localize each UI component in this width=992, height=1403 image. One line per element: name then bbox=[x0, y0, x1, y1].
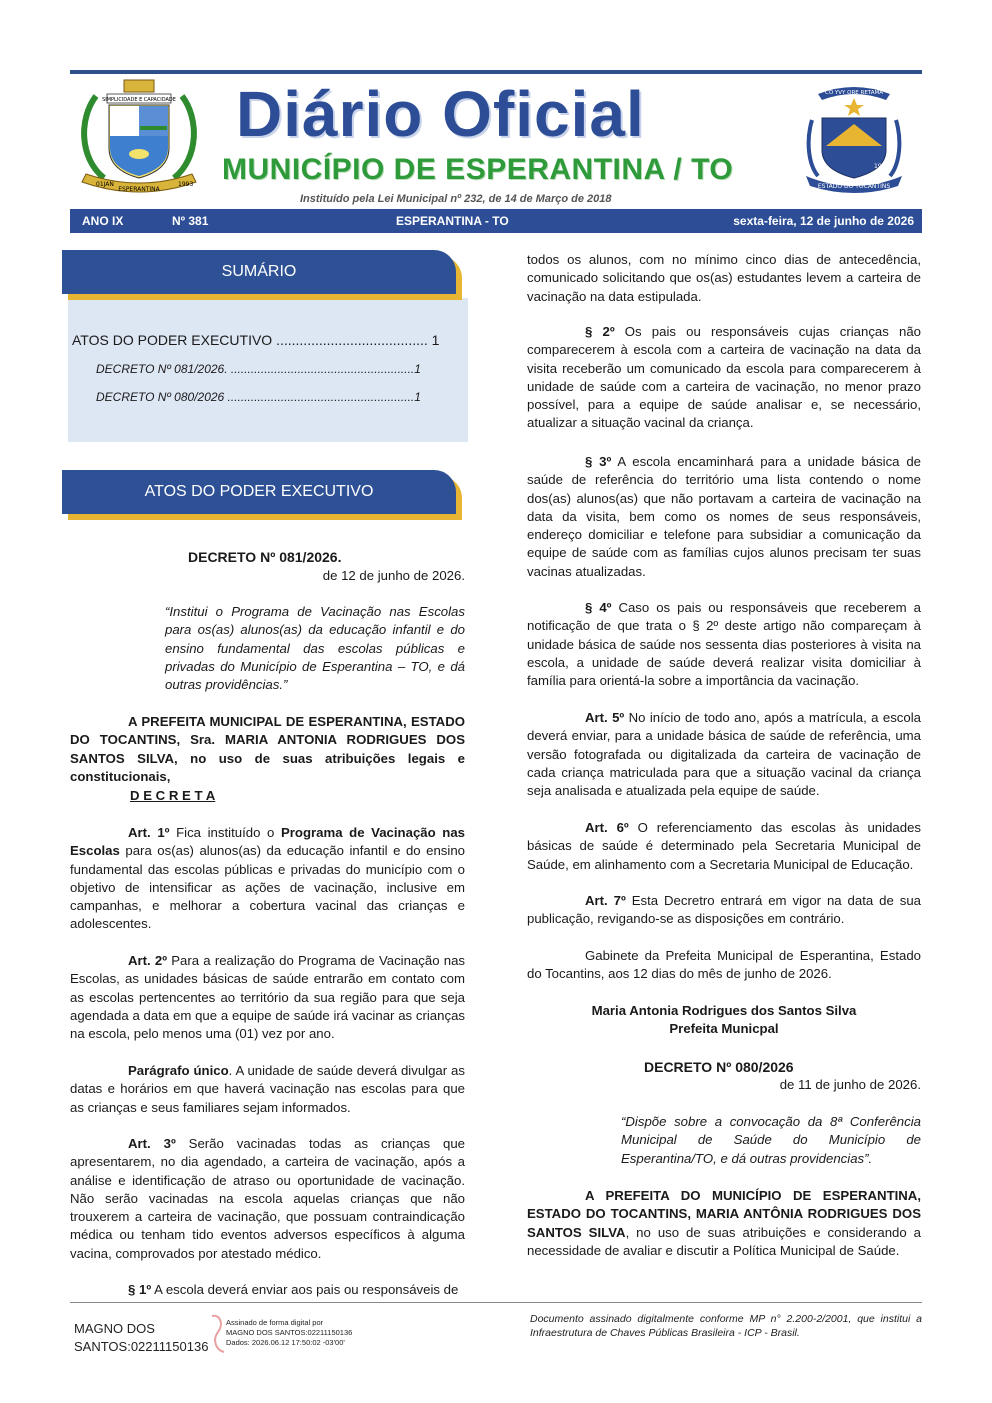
digital-signature-details: Assinado de forma digital por MAGNO DOS SANTOS:02211150136 Dados: 2026.06.12 17:50:02 -03'00' bbox=[226, 1318, 353, 1347]
edition-location: ESPERANTINA - TO bbox=[396, 214, 509, 228]
decreto-081-ementa: “Institui o Programa de Vacinação nas Escolas para os(as) alunos(as) da educação infantil e do ensino fundamental das escolas públicas e privadas do Município de Esperantina – TO, e dá outras providências.” bbox=[165, 604, 465, 693]
decreto-081-date: de 12 de junho de 2026. bbox=[322, 568, 465, 583]
decreto-081-art2: Art. 2º Para a realização do Programa de Vacinação nas Escolas, as unidades básicas de saúde entrarão em contato com as escolas pertencentes ao território da sua região para que seja agendada a data em que a equipe de saúde irá vacinar as crianças na escola, pelo menos uma (01) vez por ano. bbox=[70, 953, 466, 1042]
header-top-rule bbox=[70, 70, 922, 74]
edition-number: Nº 381 bbox=[172, 214, 209, 228]
gazette-subtitle: MUNICÍPIO DE ESPERANTINA / TO bbox=[222, 153, 734, 186]
gazette-title: Diário Oficial bbox=[236, 78, 645, 150]
municipal-crest-logo bbox=[74, 78, 204, 200]
summary-heading: SUMÁRIO bbox=[62, 250, 456, 294]
svg-text:CO YVY ORE RETAMA: CO YVY ORE RETAMA bbox=[824, 90, 884, 96]
decreto-081-par1-continued: todos os alunos, com no mínimo cinco dias de antecedência, comunicado solicitando que os(as) estudantes levem a carteira de vacinação na data estipulada. bbox=[527, 252, 921, 304]
decreto-081-title: DECRETO Nº 081/2026. bbox=[188, 549, 342, 565]
svg-text:01JAN: 01JAN bbox=[96, 181, 114, 188]
state-crest-logo bbox=[798, 80, 910, 196]
decreto-081-art7: Art. 7º Esta Decretro entrará em vigor na data de sua publicação, revigando-se as disposições em contrário. bbox=[527, 893, 922, 927]
gazette-law-note: Instituído pela Lei Municipal nº 232, de 14 de Março de 2018 bbox=[300, 193, 612, 205]
decreto-081-par4: § 4º Caso os pais ou responsáveis que receberem a notificação de que trata o § 2º deste artigo não compareçam à unidade básica de saúde nos sessenta dias posteriores à visita na escola, a unidade de saúde deverá realizar visita domiciliar à família para orientá-la sobre a importância da vacinação. bbox=[527, 600, 921, 689]
edition-year: ANO IX bbox=[82, 214, 124, 228]
svg-text:ESPERANTINA: ESPERANTINA bbox=[118, 186, 160, 193]
decreto-081-art1: Art. 1º Fica instituído o Programa de Vacinação nas Escolas para os(as) alunos(as) da educação infantil e do ensino fundamental das escolas públicas e privadas do município com o objetivo de intensificar as ações de vacinação, inclusive em campanhas, e melhorar a cobertura vacinal das crianças e adolescentes. bbox=[70, 825, 466, 932]
info-bar bbox=[70, 209, 922, 233]
summary-entry-decreto-080[interactable]: DECRETO Nº 080/2026 ........................................................1 bbox=[96, 390, 421, 404]
decreto-081-art3: Art. 3º Serão vacinadas todas as crianças que apresentarem, no dia agendado, a carteira de vacinação, após a análise e identificação de atraso ou oportunidade de vacinação. Não serão vacinadas na escola aquelas crianças que não trouxerem a carteira de vacinação, que possuam contraindicação médica ou tenham tido eventos adversos específicos à alguma vacina, comprovados por atestado médico. bbox=[70, 1136, 465, 1261]
decreto-080-ementa: “Dispõe sobre a convocação da 8ª Conferência Municipal de Saúde do Município de Esperantina/TO, e dá outras providencias”. bbox=[621, 1114, 921, 1166]
decreto-080-date: de 11 de junho de 2026. bbox=[779, 1077, 921, 1092]
decreto-081-signatory-name: Maria Antonia Rodrigues dos Santos Silva bbox=[591, 1003, 857, 1018]
section-heading-atos: ATOS DO PODER EXECUTIVO bbox=[62, 470, 456, 514]
digital-signature-name: MAGNO DOS SANTOS:02211150136 bbox=[74, 1321, 209, 1354]
summary-main-entry[interactable]: ATOS DO PODER EXECUTIVO ....................................... 1 bbox=[72, 332, 440, 348]
decreto-081-par1-start: § 1º A escola deverá enviar aos pais ou responsáveis de bbox=[128, 1282, 459, 1297]
decreto-080-preamble: A PREFEITA DO MUNICÍPIO DE ESPERANTINA, ESTADO DO TOCANTINS, MARIA ANTÔNIA RODRIGUES DOS SANTOS SILVA, no uso de suas atribuições e considerando a necessidade de avaliar e discutir a Política Municipal de Saúde. bbox=[527, 1188, 921, 1258]
footer-icp-note: Documento assinado digitalmente conforme MP n° 2.200-2/2001, que institui a Infraestrutura de Chaves Públicas Brasileira - ICP - Brasil. bbox=[530, 1313, 922, 1339]
summary-entry-decreto-081[interactable]: DECRETO Nº 081/2026. .......................................................1 bbox=[96, 362, 421, 376]
decreto-081-art6: Art. 6º O referenciamento das escolas às unidades básicas de saúde é determinado pela Secretaria Municipal de Saúde, em alinhamento com a Secretaria Municipal de Educação. bbox=[527, 820, 922, 872]
decreto-081-paragrafo-unico: Parágrafo único. A unidade de saúde deverá divulgar as datas e horários em que haverá vacinação nas escolas para que as crianças e seus familiares sejam informados. bbox=[70, 1063, 465, 1115]
svg-text:1989: 1989 bbox=[874, 163, 890, 170]
decreto-081-par3: § 3º A escola encaminhará para a unidade básica de saúde de referência do território uma lista contendo o nome dos(as) alunos(as) que não portavam a carteira de vacinação na data da visita, bem como os nomes de seus responsáveis, endereço domiciliar e telefone para subsidiar a comunicação da equipe de saúde com as famílias cujos alunos precisam ter suas vacinas atualizadas. bbox=[527, 454, 921, 579]
svg-text:SIMPLICIDADE E CAPACIDADE: SIMPLICIDADE E CAPACIDADE bbox=[102, 97, 176, 103]
decreto-081-decreta: D E C R E T A bbox=[130, 788, 216, 803]
edition-date: sexta-feira, 12 de junho de 2026 bbox=[733, 214, 914, 228]
footer-rule bbox=[70, 1302, 922, 1303]
decreto-081-preamble: A PREFEITA MUNICIPAL DE ESPERANTINA, ESTADO DO TOCANTINS, Sra. MARIA ANTONIA RODRIGUES DOS SANTOS SILVA, no uso de suas atribuições legais e constitucionais, bbox=[70, 714, 465, 784]
decreto-080-title: DECRETO Nº 080/2026 bbox=[644, 1059, 794, 1075]
svg-text:ESTADO DO TOCANTINS: ESTADO DO TOCANTINS bbox=[817, 183, 891, 190]
decreto-081-signatory-role: Prefeita Municpal bbox=[669, 1021, 779, 1036]
svg-text:1993: 1993 bbox=[178, 181, 194, 188]
decreto-081-gabinete: Gabinete da Prefeita Municipal de Esperantina, Estado do Tocantins, aos 12 dias do mês de junho de 2026. bbox=[527, 948, 921, 982]
decreto-081-art5: Art. 5º No início de todo ano, após a matrícula, a escola deverá enviar, para a unidade básica de saúde de referência, uma versão fotografada ou digitalizada da carteira de vacinação de cada criança matriculada para que a situação vacinal da criança seja analisada e atualizada pela equipe de saúde. bbox=[527, 710, 921, 799]
decreto-081-par2: § 2º Os pais ou responsáveis cujas crianças não comparecerem à escola com a carteira de vacinação na data da visita receberão um comunicado da escola para comparecerem à unidade de saúde com a carteira de vacinação, no menor prazo possível, para a equipe de saúde analisar e, se necessário, atualizar a situação vacinal da criança. bbox=[527, 324, 921, 431]
